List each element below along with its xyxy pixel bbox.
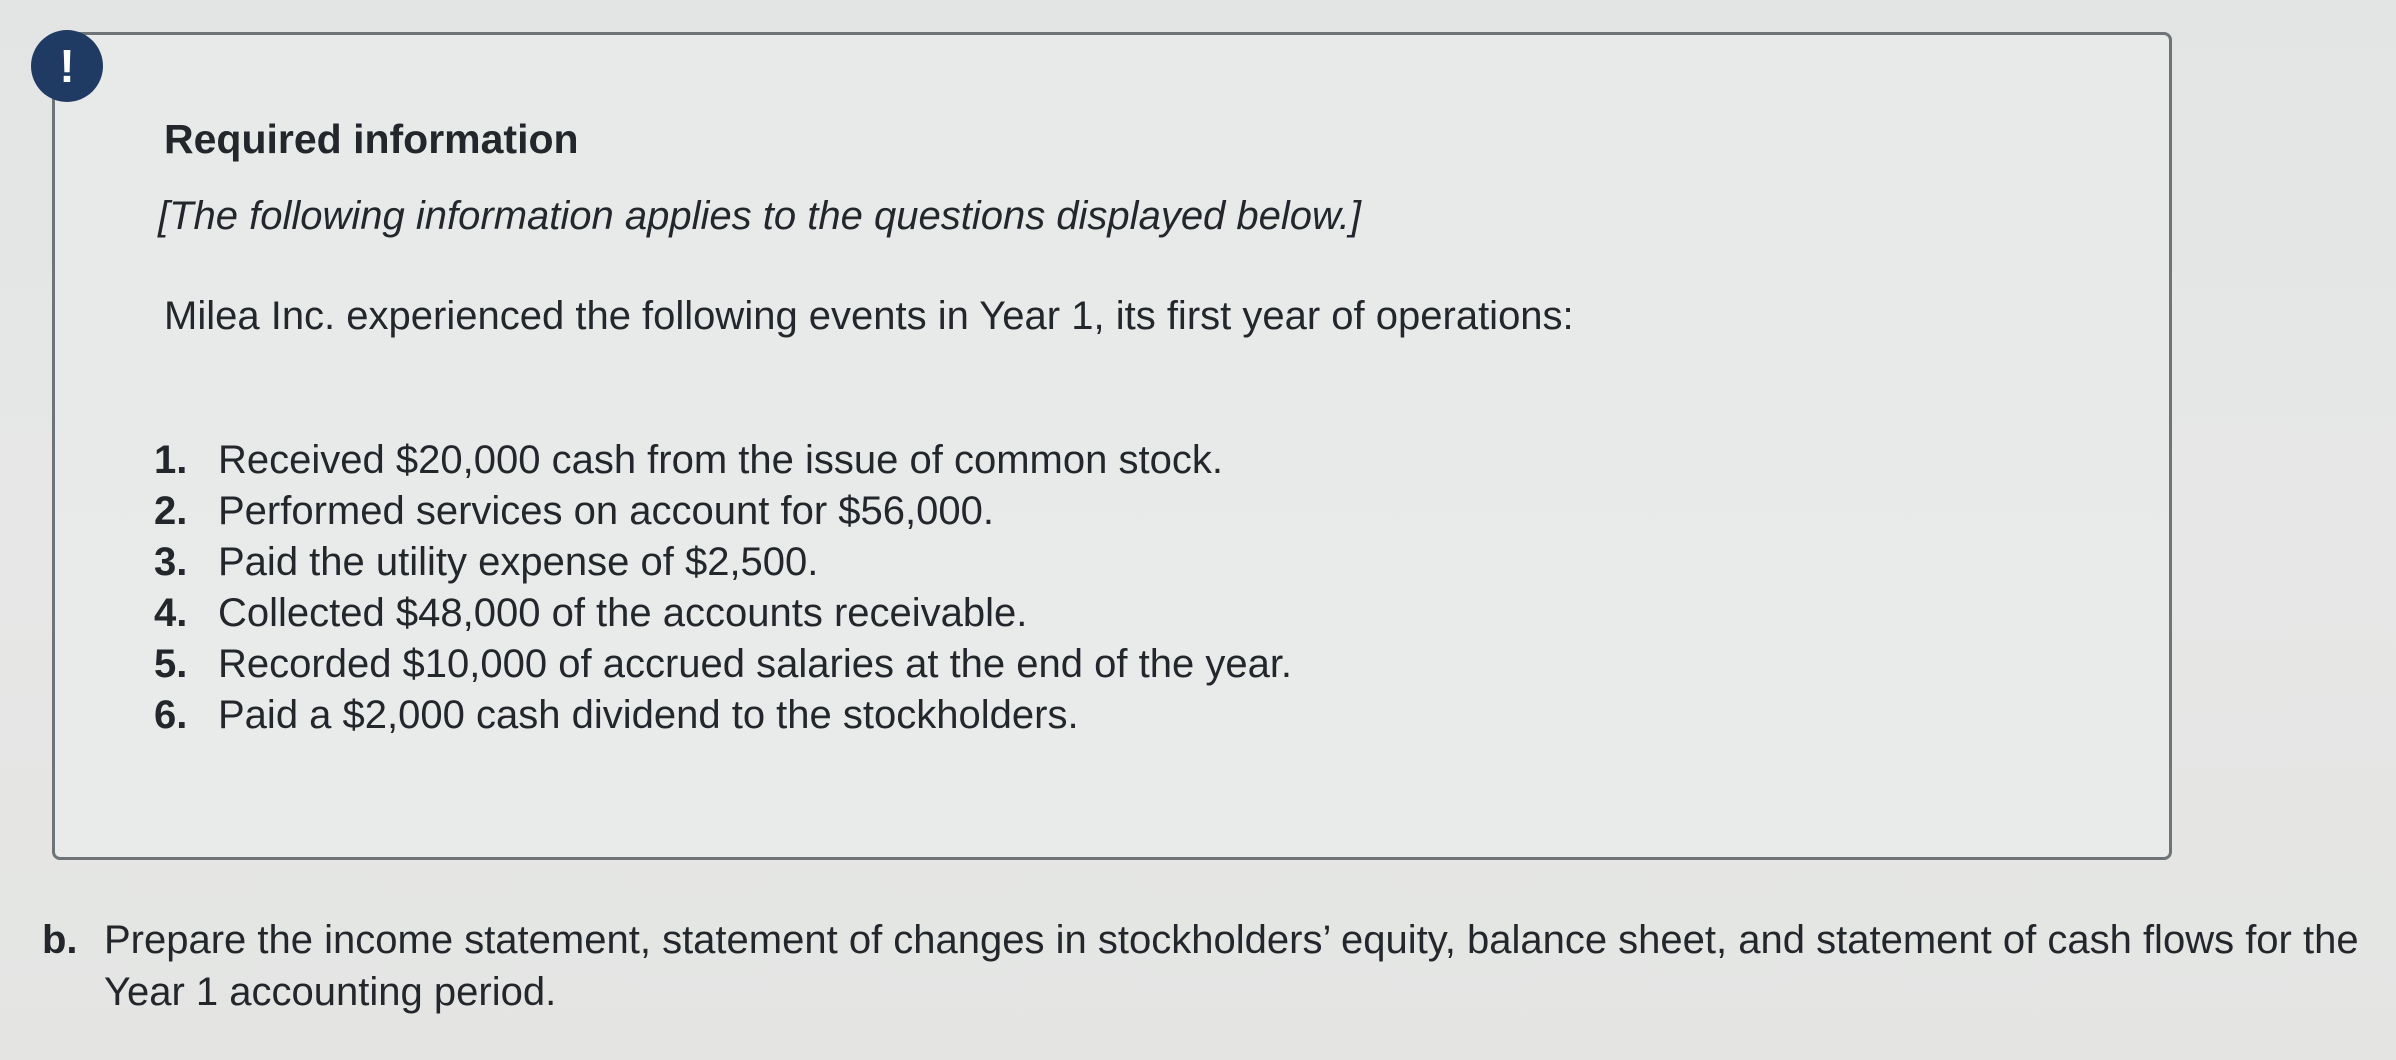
list-item: [154, 693, 1292, 744]
event-text: Performed services on account for $56,000.: [218, 489, 994, 533]
event-number: 1.: [154, 438, 188, 482]
question-letter: b.: [42, 918, 78, 962]
list-item: [154, 642, 1292, 693]
list-item: [154, 540, 1292, 591]
event-number: 6.: [154, 693, 188, 737]
event-text: Paid a $2,000 cash dividend to the stockholders.: [218, 693, 1079, 737]
event-list: [154, 438, 1292, 744]
list-item: [154, 489, 1292, 540]
list-item: [154, 438, 1292, 489]
alert-icon: [31, 30, 103, 102]
event-number: 3.: [154, 540, 188, 584]
event-number: 4.: [154, 591, 188, 635]
card-title: Required information: [164, 116, 579, 162]
event-number: 5.: [154, 642, 188, 686]
question-text: Prepare the income statement, statement of changes in stockholders’ equity, balance sheet, and statement of cash flows for the Year 1 accounting period.: [104, 918, 2359, 1014]
event-number: 2.: [154, 489, 188, 533]
event-text: Collected $48,000 of the accounts receivable.: [218, 591, 1028, 635]
list-item: [154, 591, 1292, 642]
alert-symbol: !: [59, 40, 75, 92]
question-b: [42, 914, 2372, 1018]
card-note: [The following information applies to the questions displayed below.]: [158, 194, 1361, 238]
event-text: Received $20,000 cash from the issue of common stock.: [218, 438, 1223, 482]
card-intro: Milea Inc. experienced the following events in Year 1, its first year of operations:: [164, 294, 1574, 338]
event-text: Paid the utility expense of $2,500.: [218, 540, 819, 584]
event-text: Recorded $10,000 of accrued salaries at the end of the year.: [218, 642, 1293, 686]
